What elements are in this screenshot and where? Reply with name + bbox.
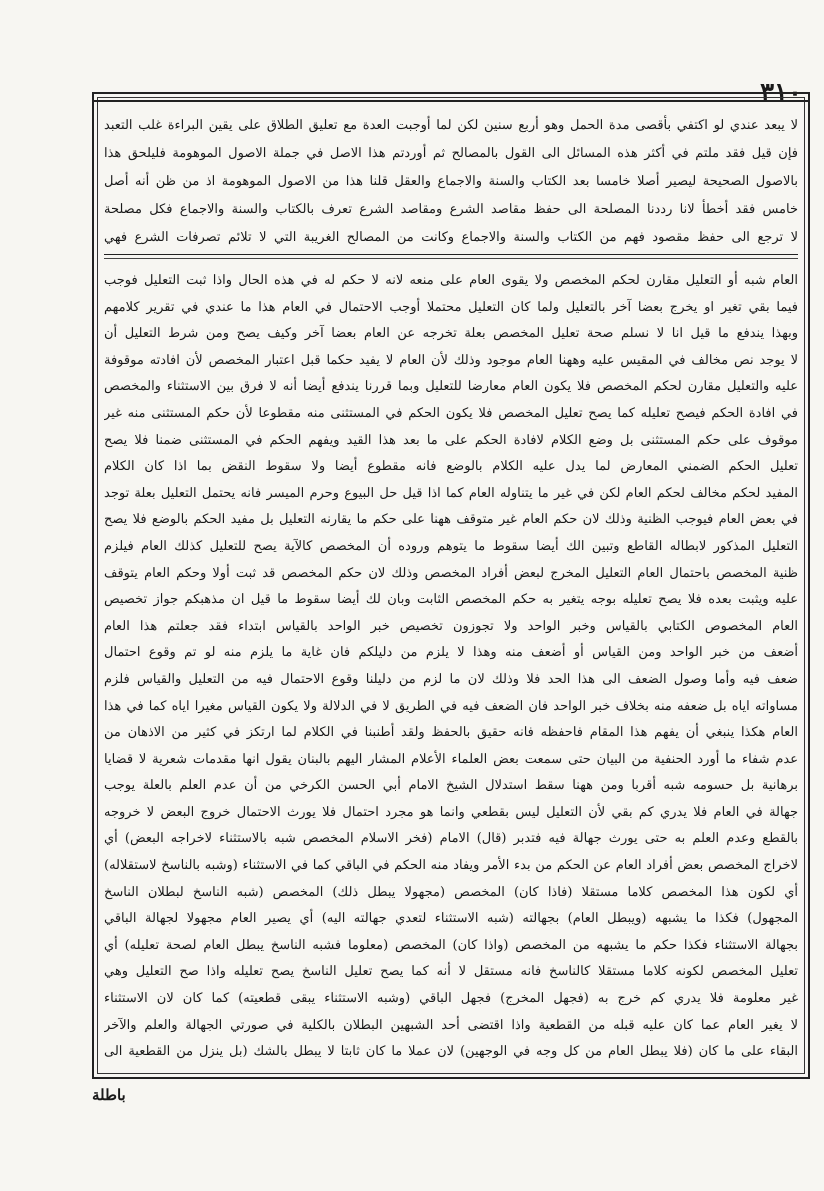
text-line: فإن قيل فقد ملتم في أكثر هذه المسائل الى القول بالمصالح ثم أوردتم هذا الاصل في جملة الاصول الموهومة فليلحق هذا xyxy=(104,146,798,161)
text-line: العام هكذا ينبغي أن يفهم هذا المقام فاحفظه فانه حقيق بالحفظ ولقد أطنبنا في الكلام لما ارتكز في كثير من الاذهان من xyxy=(104,725,798,741)
page-number: ٣١٠ xyxy=(760,78,802,108)
text-line: بالاصول الصحيحة ليصير أصلا خامسا بعد الكتاب والسنة والاجماع والعقل قلنا هذا من الاصول الموهومة اذ من ظن أنه أصل xyxy=(104,174,798,189)
text-line: أضعف من خبر الواحد ومن القياس أو أضعف منه وهذا لا يلزم من دليلكم فان غاية ما يلزم منه لو تم وقوع احتمال xyxy=(104,645,798,661)
header-rule xyxy=(92,100,810,102)
top-text-block xyxy=(104,112,798,252)
text-line: وبهذا يندفع ما قيل انا لا نسلم صحة تعليل المخصص بعلة تخرجه عن العام بعضا آخر وكيف يصح ومن شرط التعليل أن xyxy=(104,326,798,342)
text-line: غير معلومة فلا يدري كم خرج به (فجهل المخرج) فجهل الباقي (وشبه الاستثناء يبقى قطعيته) كما كان لان الاستثناء xyxy=(104,991,798,1007)
text-line: في افادة الحكم فيصح تعليله كما يصح تعليل المخصص فلا يكون الحكم في المستثنى منه مقطوعا لأن حكم المستثنى منه غير xyxy=(104,405,798,421)
text-line: العام المخصوص الكتابي بالقياس وخبر الواحد ولا تجوزون تخصيص خبر الواحد بالقياس ابتداء فقد جعلتم هذا العام xyxy=(104,618,798,634)
text-line: لا يوجد نص مخالف في المقيس عليه وههنا العام موجود وذلك لأن العام لا يفيد حكما قبل اعتبار المخصص لأن افادته موقوفة xyxy=(104,352,798,368)
text-line: عليه والتعليل مقارن لحكم المخصص فلا يكون العام معارضا للتعليل وبما قررنا يندفع أيضا أنه لا فرق بين الاستثناء والمخصص xyxy=(104,379,798,395)
text-line: جهالة في العام فلا يدري كم بقي لأن التعليل ليس بقطعي وانما هو مجرد احتمال فلا يورث الاحتمال خروج البعض لا خروجه xyxy=(104,804,798,820)
text-line: في بعض العام فيوجب الظنية وذلك لان حكم العام غير متوقف ههنا على حكم ما يقارنه التعليل بل مفيد الحكم بالوضع فلا يصح xyxy=(104,512,798,528)
text-line: ضعف فيه وأما وصول الضعف الى هذا الحد فلا وذلك لان ما لزم من دليلنا وقوع الاحتمال فيه من التعليل والقياس فلزم xyxy=(104,671,798,687)
text-line: تعليل المخصص لكونه كلاما مستقلا كالناسخ فانه مستقل لا أنه كما يصح تعليل الناسخ يصح تعليله واذا صح التعليل وهي xyxy=(104,964,798,980)
section-divider xyxy=(104,254,798,255)
text-line: أي لكون هذا المخصص كلاما مستقلا (فاذا كان) المخصص (مجهولا يبطل ذلك) المخصص (شبه الناسخ لبطلان الناسخ xyxy=(104,884,798,900)
text-line: فيما بقي تغير او يخرج بعضا آخر بالتعليل ولما كان التعليل محتملا أوجب الاحتمال في العام هذا ما عندي في تقرير كلامهم xyxy=(104,299,798,315)
text-line: التعليل المذكور لابطاله القاطع وتبين الك أيضا سقوط ما يتوهم وروده أن المخصص كالآية يصح للتعليل كذلك العام فيلزم xyxy=(104,538,798,554)
text-line: البقاء على ما كان (فلا يبطل العام من كل وجه في الوجهين) لان عملا ما كان ثابتا لا يبطل بالشك (بل ينزل من القطعية الى xyxy=(104,1044,798,1060)
catchword: باطلة xyxy=(92,1086,126,1104)
text-line: ظنية المخصص باحتمال العام التعليل المخرج لبعض أفراد المخصص وذلك لان حكم المخصص قد ثبت أولا وحكم العام يتوقف xyxy=(104,565,798,581)
text-line: برهانية بل حسومه شبه أقربا ومن ههنا سقط استدلال الشيخ الامام أبي الحسن الكرخي من أن عدم العلم بالعلة يوجب xyxy=(104,778,798,794)
text-line: لا ترجع الى حفظ مقصود فهم من الكتاب والسنة والاجماع وكانت من المصالح الغريبة التي لا تلائم تصرفات الشرع فهي xyxy=(104,230,798,245)
text-line: موقوف على حكم المستثنى بل وضع الكلام لافادة الحكم على ما بعد هذا القيد ويفهم الحكم في المستثنى ضمنا فلا يصح xyxy=(104,432,798,448)
text-line: بجهالة الاستثناء فكذا حكم ما يشبهه من المخصص (واذا كان) المخصص (معلوما فشبه الناسخ يبطل العام لصحة تعليله) أي xyxy=(104,937,798,953)
text-line: عدم شفاء ما أورد الحنفية من البيان حتى سمعت بعض العلماء الأعلام المشار اليهم بالبنان يقول انها مقدمات شعرية لا قضايا xyxy=(104,751,798,767)
text-line: مساواته اياه بل ضعفه منه بخلاف خبر الواحد فان الضعف فيه في الطريق لا في الدلالة ولا يكون القياس مغيرا اياه كما في هذا xyxy=(104,698,798,714)
text-line: المفيد لحكم مخالف لحكم العام لكن في غير ما يتناوله العام كما اذا قيل حل البيوع وحرم الميسر فانه يحتمل التعليل بعلة توجد xyxy=(104,485,798,501)
text-line: لا يغير العام عما كان عليه قبله من القطعية واذا اقتضى أحد الشبهين البطلان بالكلية في صورتي الجهالة والعلم والآخر xyxy=(104,1017,798,1033)
commentary-text-block xyxy=(104,268,798,1066)
text-line: بالقطع وعدم العلم به حتى يورث جهالة فيه فتدبر (قال) الامام (فخر الاسلام المخصص شبه بالاستثناء لاخراجه البعض) أي xyxy=(104,831,798,847)
text-line: عليه ويثبت بعده فلا يصح تعليله بوجه يتغير به حكم المخصص الثابت وبان لك أيضا سقوط ما قيل ان مذهبكم جواز تخصيص xyxy=(104,592,798,608)
text-line: خامس فقد أخطأ لانا رددنا المصلحة الى حفظ مقاصد الشرع ومقاصد الشرع تعرف بالكتاب والسنة والاجماع فكل مصلحة xyxy=(104,202,798,217)
text-line: لا يبعد عندي لو اكتفي بأقصى مدة الحمل وهو أربع سنين لكن لما أوجبت العدة مع تعليق الطلاق على يقين البراءة غلب التعبد xyxy=(104,118,798,133)
text-line: تعليل الحكم الضمني المعارض لما يدل عليه الكلام بالوضع فانه مقطوع أيضا ولا سقوط النقض بما اذا كان الكلام xyxy=(104,459,798,475)
text-line: المجهول) فكذا ما يشبهه (ويبطل العام) بجهالته (شبه الاستثناء لتعدي جهالته اليه) أي يصير العام مجهولا لجهالة الباقي xyxy=(104,911,798,927)
section-divider-inner xyxy=(104,258,798,259)
text-line: العام شبه أو التعليل مقارن لحكم المخصص ولا يقوى العام على منعه لانه لا حكم له في هذه الحال واذا ثبت التعليل فوجب xyxy=(104,273,798,288)
text-line: لاخراج المخصص بعض أفراد العام عن الحكم من بدء الأمر ويفاد منه الحكم في الباقي كما في الاستثناء (وشبه بالناسخ لاستقلاله) xyxy=(104,858,798,874)
